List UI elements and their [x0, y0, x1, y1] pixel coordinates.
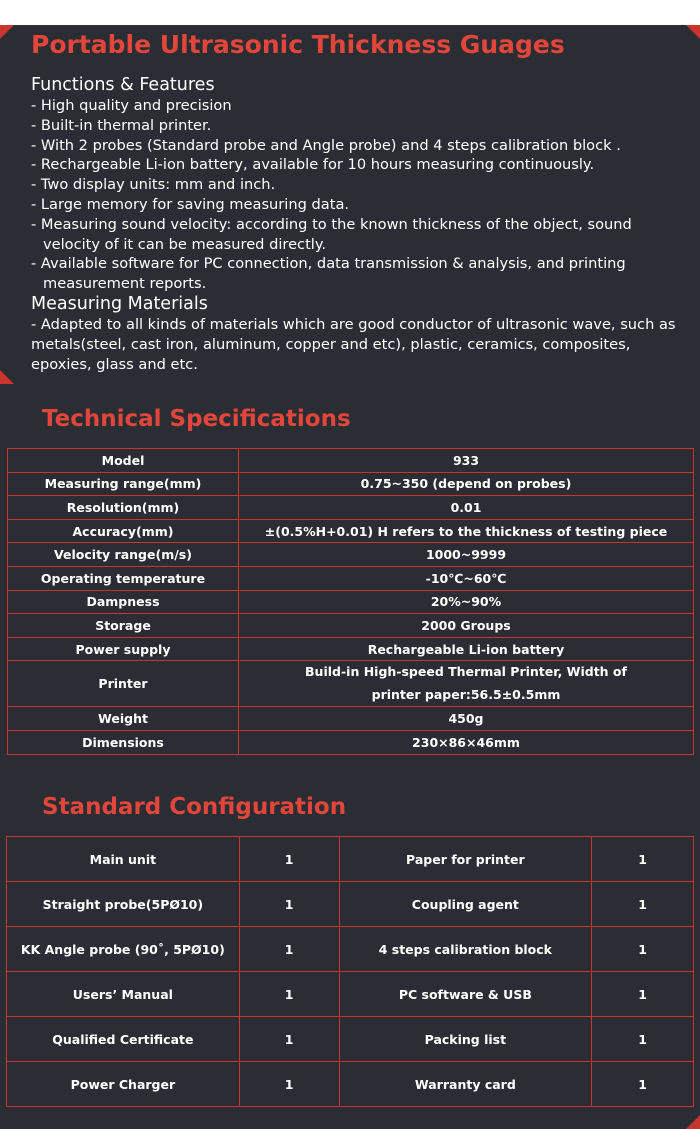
table-row: [7, 927, 694, 972]
table-row: [8, 637, 694, 661]
table-row: [8, 590, 694, 614]
config-item: PC software & USB: [339, 972, 592, 1017]
config-heading: Standard Configuration: [42, 794, 347, 820]
spec-value: 450g: [239, 707, 694, 731]
spec-label: Accuracy(mm): [8, 519, 239, 543]
config-item: Power Charger: [7, 1062, 240, 1107]
config-qty: 1: [239, 882, 339, 927]
spec-label: Storage: [8, 614, 239, 638]
table-row: [8, 614, 694, 638]
table-row: [7, 837, 694, 882]
spec-value: 1000~9999: [239, 543, 694, 567]
table-row: [7, 1017, 694, 1062]
table-row: [8, 496, 694, 520]
spec-label: Resolution(mm): [8, 496, 239, 520]
config-qty: 1: [592, 1062, 694, 1107]
feature-item: - High quality and precision: [31, 97, 232, 114]
materials-text: - Adapted to all kinds of materials which are good conductor of ultrasonic wave, such as metals(steel, cast iron, aluminum, copper and etc), plastic, ceramics, composites, epoxies, glass and etc.: [31, 315, 676, 373]
corner-accent-bottom-right: [686, 1115, 700, 1129]
config-item: Qualified Certificate: [7, 1017, 240, 1062]
spec-label: Weight: [8, 707, 239, 731]
spec-value: 230×86×46mm: [239, 730, 694, 754]
table-row: [8, 661, 694, 707]
spec-label: Measuring range(mm): [8, 472, 239, 496]
config-item: Packing list: [339, 1017, 592, 1062]
spec-label: Dampness: [8, 590, 239, 614]
config-item: KK Angle probe (90˚, 5PØ10): [7, 927, 240, 972]
spec-value: -10℃~60℃: [239, 566, 694, 590]
table-row: [8, 730, 694, 754]
config-item: Coupling agent: [339, 882, 592, 927]
spec-value: 2000 Groups: [239, 614, 694, 638]
config-qty: 1: [239, 837, 339, 882]
feature-item: - Large memory for saving measuring data.: [31, 195, 350, 213]
spec-value: Build-in High-speed Thermal Printer, Width of printer paper:56.5±0.5mm: [239, 661, 694, 707]
spec-label: Power supply: [8, 637, 239, 661]
spec-label: Velocity range(m/s): [8, 543, 239, 567]
table-row: [7, 972, 694, 1017]
table-row: [7, 1062, 694, 1107]
config-qty: 1: [592, 972, 694, 1017]
config-qty: 1: [239, 1062, 339, 1107]
table-row: [8, 519, 694, 543]
config-item: Warranty card: [339, 1062, 592, 1107]
corner-accent-top-right: [686, 25, 700, 39]
spec-value: 20%~90%: [239, 590, 694, 614]
config-item: Users’ Manual: [7, 972, 240, 1017]
page-title: Portable Ultrasonic Thickness Guages: [31, 30, 565, 59]
config-item: Paper for printer: [339, 837, 592, 882]
corner-accent-mid-left: [0, 370, 14, 384]
features-section: [31, 75, 691, 374]
config-item: 4 steps calibration block: [339, 927, 592, 972]
spec-label: Dimensions: [8, 730, 239, 754]
spec-label: Operating temperature: [8, 566, 239, 590]
spec-value: 0.75~350 (depend on probes): [239, 472, 694, 496]
config-qty: 1: [592, 927, 694, 972]
config-table: [6, 836, 694, 1107]
table-row: [8, 449, 694, 473]
feature-item: - Rechargeable Li-ion battery, available for 10 hours measuring continuously.: [31, 156, 595, 174]
feature-item: - Measuring sound velocity: according to the known thickness of the object, sound velocity of it can be measured directly.: [31, 215, 632, 253]
top-white-strip: [0, 0, 700, 25]
spec-value: ±(0.5%H+0.01) H refers to the thickness of testing piece: [239, 519, 694, 543]
spec-value: 933: [239, 449, 694, 473]
table-row: [8, 472, 694, 496]
specs-heading: Technical Specifications: [42, 406, 351, 432]
feature-item: - With 2 probes (Standard probe and Angle probe) and 4 steps calibration block .: [31, 136, 621, 154]
feature-item: - Built-in thermal printer.: [31, 116, 212, 134]
feature-item: - Available software for PC connection, data transmission & analysis, and printing measurement reports.: [31, 255, 626, 293]
config-qty: 1: [239, 1017, 339, 1062]
config-qty: 1: [592, 837, 694, 882]
specs-table: [7, 448, 694, 755]
spec-label: Printer: [8, 661, 239, 707]
table-row: [8, 566, 694, 590]
corner-accent-top-left: [0, 25, 14, 39]
table-row: [8, 707, 694, 731]
config-item: Main unit: [7, 837, 240, 882]
features-list: [31, 96, 691, 294]
feature-item: - Two display units: mm and inch.: [31, 176, 276, 194]
materials-heading: Measuring Materials: [31, 293, 208, 314]
spec-value: 0.01: [239, 496, 694, 520]
table-row: [7, 882, 694, 927]
config-item: Straight probe(5PØ10): [7, 882, 240, 927]
config-qty: 1: [592, 1017, 694, 1062]
table-row: [8, 543, 694, 567]
config-qty: 1: [239, 972, 339, 1017]
spec-value: Rechargeable Li-ion battery: [239, 637, 694, 661]
features-heading: Functions & Features: [31, 75, 215, 95]
spec-label: Model: [8, 449, 239, 473]
config-qty: 1: [239, 927, 339, 972]
config-qty: 1: [592, 882, 694, 927]
